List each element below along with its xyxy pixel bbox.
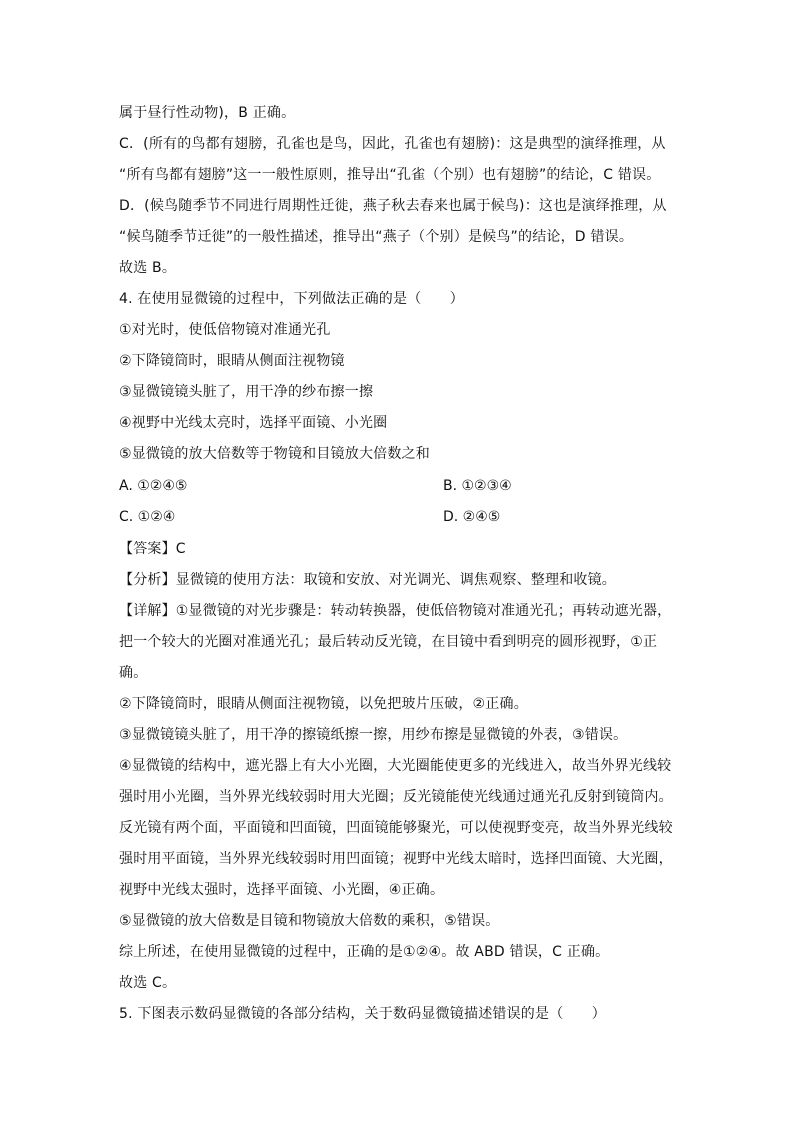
text-line: 故选 B。 — [119, 260, 177, 276]
option-b: B. ①②③④ — [443, 478, 512, 494]
detail-line: 反光镜有两个面，平面镜和凹面镜，凹面镜能够聚光，可以使视野变亮，故当外界光线较 — [119, 820, 673, 836]
detail-line: ③显微镜镜头脏了，用干净的擦镜纸擦一擦，用纱布擦是显微镜的外表，③错误。 — [119, 727, 628, 743]
detail-line: 把一个较大的光圈对准通光孔；最后转动反光镜，在目镜中看到明亮的圆形视野，①正 — [119, 634, 658, 650]
option-a: A. ①②④⑤ — [119, 478, 188, 494]
statement-3: ③显微镜镜头脏了，用干净的纱布擦一擦 — [119, 384, 374, 400]
statement-4: ④视野中光线太亮时，选择平面镜、小光圈 — [119, 415, 388, 431]
detail-line: 确。 — [119, 665, 148, 681]
detail-line: 故选 C。 — [119, 975, 177, 991]
statement-1: ①对光时，使低倍物镜对准通光孔 — [119, 322, 331, 338]
option-c: C. ①②④ — [119, 509, 176, 525]
text-line: C．(所有的鸟都有翅膀，孔雀也是鸟，因此，孔雀也有翅膀)：这是典型的演绎推理，从 — [119, 136, 666, 152]
answer-line: 【答案】C — [119, 541, 186, 557]
detail-line: 强时用平面镜，当外界光线较弱时用凹面镜；视野中光线太暗时，选择凹面镜、大光圈， — [119, 851, 673, 867]
question-4-stem: 4. 在使用显微镜的过程中，下列做法正确的是（ ） — [119, 291, 465, 307]
statement-2: ②下降镜筒时，眼睛从侧面注视物镜 — [119, 353, 345, 369]
analysis-line: 【分析】显微镜的使用方法：取镜和安放、对光调光、调焦观察、整理和收镜。 — [119, 572, 616, 588]
detail-line: ④显微镜的结构中，遮光器上有大小光圈，大光圈能使更多的光线进入，故当外界光线较 — [119, 758, 672, 774]
question-5-stem: 5. 下图表示数码显微镜的各部分结构，关于数码显微镜描述错误的是（ ） — [119, 1006, 607, 1022]
option-d: D. ②④⑤ — [443, 509, 501, 525]
detail-line: 【详解】①显微镜的对光步骤是：转动转换器，使低倍物镜对准通光孔；再转动遮光器， — [119, 603, 672, 619]
detail-line: ⑤显微镜的放大倍数是目镜和物镜放大倍数的乘积，⑤错误。 — [119, 913, 500, 929]
detail-line: 综上所述，在使用显微镜的过程中，正确的是①②④。故 ABD 错误，C 正确。 — [119, 944, 610, 960]
detail-line: 强时用小光圈，当外界光线较弱时用大光圈；反光镜能使光线通过通光孔反射到镜筒内。 — [119, 789, 673, 805]
detail-line: ②下降镜筒时，眼睛从侧面注视物镜，以免把玻片压破，②正确。 — [119, 696, 528, 712]
text-line: “候鸟随季节迁徙”的一般性描述，推导出“燕子（个别）是候鸟”的结论，D 错误。 — [119, 229, 634, 245]
text-line: “所有鸟都有翅膀”这一一般性原则，推导出“孔雀（个别）也有翅膀”的结论，C 错误。 — [119, 167, 661, 183]
text-line: 属于昼行性动物)，B 正确。 — [119, 105, 296, 121]
text-line: D．(候鸟随季节不同进行周期性迁徙，燕子秋去春来也属于候鸟)：这也是演绎推理，从 — [119, 198, 667, 214]
detail-line: 视野中光线太强时，选择平面镜、小光圈，④正确。 — [119, 882, 445, 898]
statement-5: ⑤显微镜的放大倍数等于物镜和目镜放大倍数之和 — [119, 446, 430, 462]
